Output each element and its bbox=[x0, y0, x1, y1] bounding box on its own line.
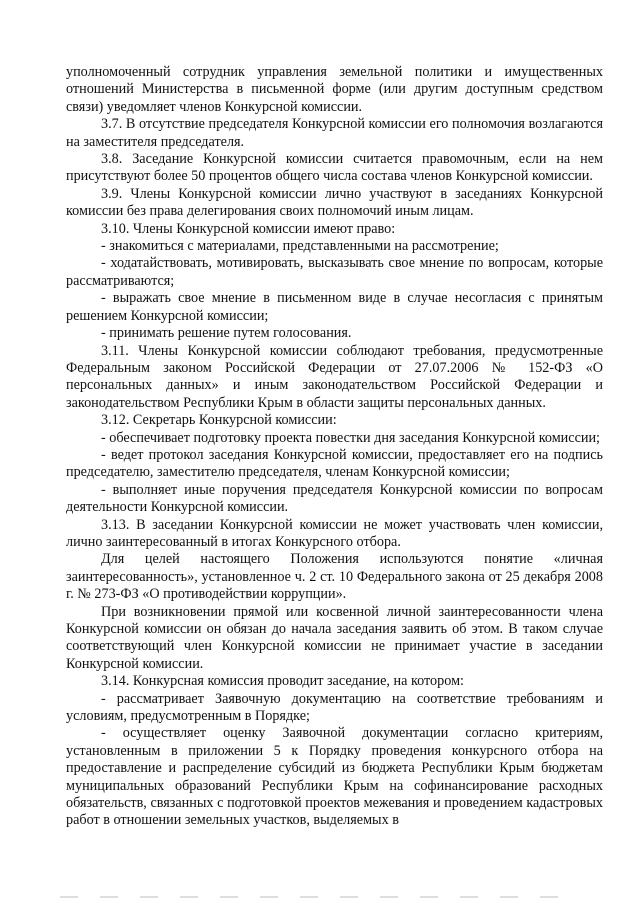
clause-3-14: 3.14. Конкурсная комиссия проводит заседание, на котором: bbox=[101, 673, 464, 690]
list-item: - знакомиться с материалами, представленными на рассмотрение; bbox=[101, 238, 499, 255]
paragraph-definition: Для целей настоящего Положения используются понятие «личная заинтересованность», установленное ч. 2 ст. 10 Федерального закона от 25 декабря 2008 г. № 273-ФЗ «О противодействии коррупции». bbox=[66, 551, 603, 603]
clause-3-7: 3.7. В отсутствие председателя Конкурсной комиссии его полномочия возлагаются на заместителя председателя. bbox=[66, 116, 603, 150]
list-item: - рассматривает Заявочную документацию на соответствие требованиям и условиям, предусмотренным в Порядке; bbox=[66, 690, 603, 725]
list-item: - ведет протокол заседания Конкурсной комиссии, предоставляет его на подпись председателю, заместителю председателя, членам Конкурсной комиссии; bbox=[66, 446, 603, 481]
document-body bbox=[66, 64, 603, 830]
list-item: - выполняет иные поручения председателя Конкурсной комиссии по вопросам деятельности Конкурсной комиссии. bbox=[66, 481, 603, 516]
clause-3-12: 3.12. Секретарь Конкурсной комиссии: bbox=[101, 412, 337, 429]
clause-3-13: 3.13. В заседании Конкурсной комиссии не может участвовать член комиссии, лично заинтересованный в итогах Конкурсного отбора. bbox=[66, 516, 603, 550]
paragraph-conflict: При возникновении прямой или косвенной личной заинтересованности члена Конкурсной комиссии он обязан до начала заседания заявить об этом. В таком случае соответствующий член Конкурсной комиссии не принимает участие в заседании Конкурсной комиссии. bbox=[66, 603, 603, 672]
scan-edge-artifact bbox=[60, 896, 580, 898]
clause-3-11: 3.11. Члены Конкурсной комиссии соблюдают требования, предусмотренные Федеральным законом Российской Федерации от 27.07.2006 № 152-ФЗ «О персональных данных» и иным законодательством Российской Федерации и законодательством Республики Крым в области защиты персональных данных. bbox=[66, 342, 603, 411]
paragraph-continuation: уполномоченный сотрудник управления земельной политики и имущественных отношений Министерства в письменной форме (или другим доступным средством связи) уведомляет членов Конкурсной комиссии. bbox=[66, 64, 603, 115]
list-item: - выражать свое мнение в письменном виде в случае несогласия с принятым решением Конкурсной комиссии; bbox=[66, 290, 603, 324]
clause-3-9: 3.9. Члены Конкурсной комиссии лично участвуют в заседаниях Конкурсной комиссии без права делегирования своих полномочий иным лицам. bbox=[66, 185, 603, 220]
list-item: - ходатайствовать, мотивировать, высказывать свое мнение по вопросам, которые рассматриваются; bbox=[66, 255, 603, 289]
list-item: - осуществляет оценку Заявочной документации согласно критериям, установленным в приложении 5 к Порядку проведения конкурсного отбора на предоставление и распределение субсидий из бюджета Республики Крым бюджетам муниципальных образований Республики Крым на софинансирование расходных обязательств, связанных с подготовкой проектов межевания и проведением кадастровых работ в отношении земельных участков, выделяемых в bbox=[66, 725, 603, 829]
clause-3-8: 3.8. Заседание Конкурсной комиссии считается правомочным, если на нем присутствуют более 50 процентов общего числа состава членов Конкурсной комиссии. bbox=[66, 151, 603, 185]
clause-3-10: 3.10. Члены Конкурсной комиссии имеют право: bbox=[101, 220, 396, 237]
list-item: - принимать решение путем голосования. bbox=[101, 325, 352, 342]
list-item: - обеспечивает подготовку проекта повестки дня заседания Конкурсной комиссии; bbox=[101, 429, 600, 446]
